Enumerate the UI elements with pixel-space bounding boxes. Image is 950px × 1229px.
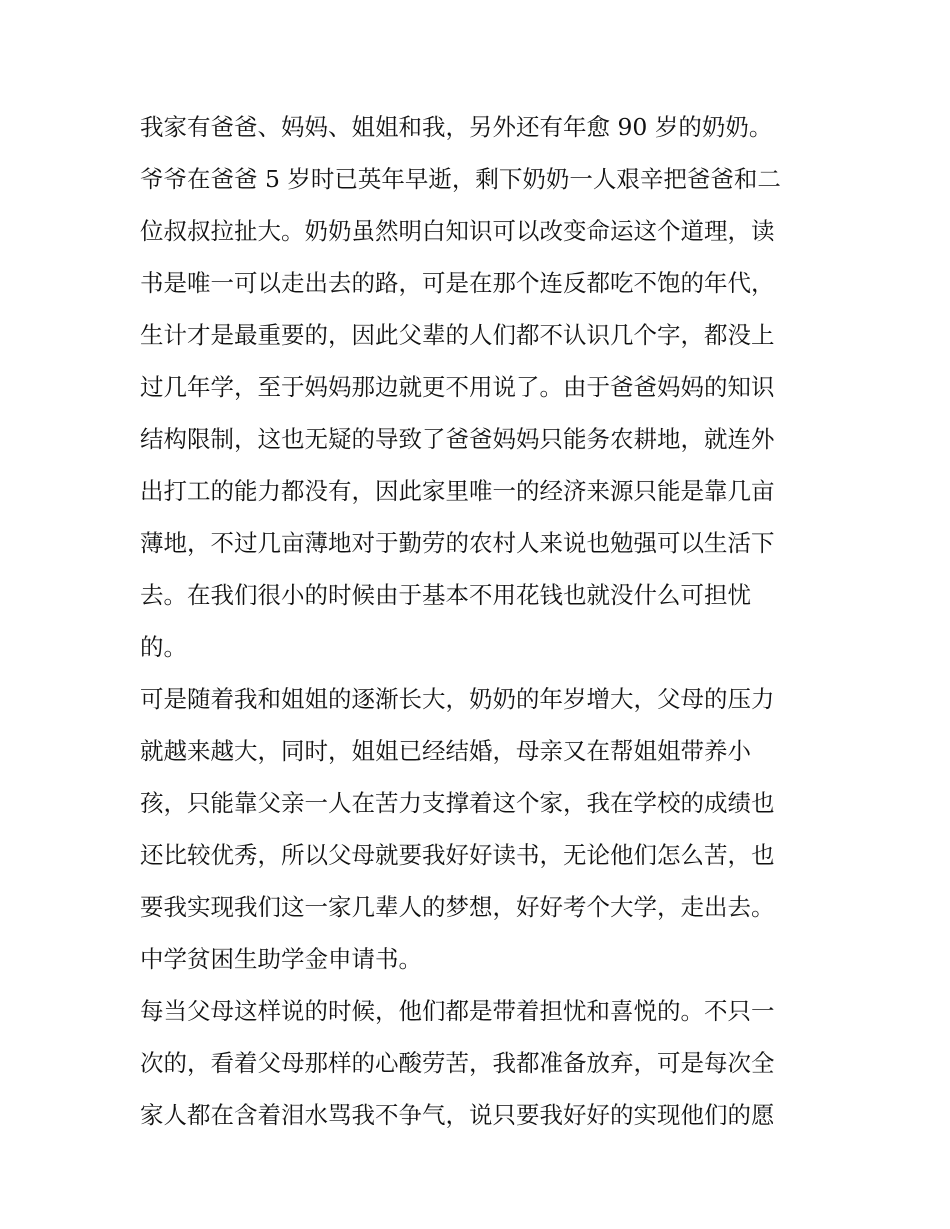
text-line: 出打工的能力都没有，因此家里唯一的经济来源只能是靠几亩 (140, 477, 775, 505)
text-line: 可是随着我和姐姐的逐渐长大，奶奶的年岁增大，父母的压力 (140, 685, 775, 713)
text-line: 次的，看着父母那样的心酸劳苦，我都准备放弃，可是每次全 (140, 1049, 775, 1077)
text-line: 就越来越大，同时，姐姐已经结婚，母亲又在帮姐姐带养小 (140, 737, 751, 765)
text-line: 孩，只能靠父亲一人在苦力支撑着这个家，我在学校的成绩也 (140, 789, 775, 817)
text-line: 爷爷在爸爸 5 岁时已英年早逝，剩下奶奶一人艰辛把爸爸和二 (140, 165, 781, 193)
text-line: 去。在我们很小的时候由于基本不用花钱也就没什么可担忧 (140, 581, 751, 609)
text-line: 位叔叔拉扯大。奶奶虽然明白知识可以改变命运这个道理，读 (140, 217, 775, 245)
text-line: 要我实现我们这一家几辈人的梦想，好好考个大学，走出去。 (140, 893, 775, 921)
text-line: 中学贫困生助学金申请书。 (140, 945, 422, 973)
text-line: 薄地，不过几亩薄地对于勤劳的农村人来说也勉强可以生活下 (140, 529, 775, 557)
text-line: 的。 (140, 633, 187, 661)
text-line: 结构限制，这也无疑的导致了爸爸妈妈只能务农耕地，就连外 (140, 425, 775, 453)
text-line: 家人都在含着泪水骂我不争气，说只要我好好的实现他们的愿 (140, 1101, 775, 1129)
text-line: 书是唯一可以走出去的路，可是在那个连反都吃不饱的年代， (140, 269, 775, 297)
text-line: 每当父母这样说的时候，他们都是带着担忧和喜悦的。不只一 (140, 997, 775, 1025)
text-line: 我家有爸爸、妈妈、姐姐和我，另外还有年愈 90 岁的奶奶。 (140, 113, 773, 141)
text-line: 还比较优秀，所以父母就要我好好读书，无论他们怎么苦，也 (140, 841, 775, 869)
text-line: 生计才是最重要的，因此父辈的人们都不认识几个字，都没上 (140, 321, 775, 349)
text-line: 过几年学，至于妈妈那边就更不用说了。由于爸爸妈妈的知识 (140, 373, 775, 401)
